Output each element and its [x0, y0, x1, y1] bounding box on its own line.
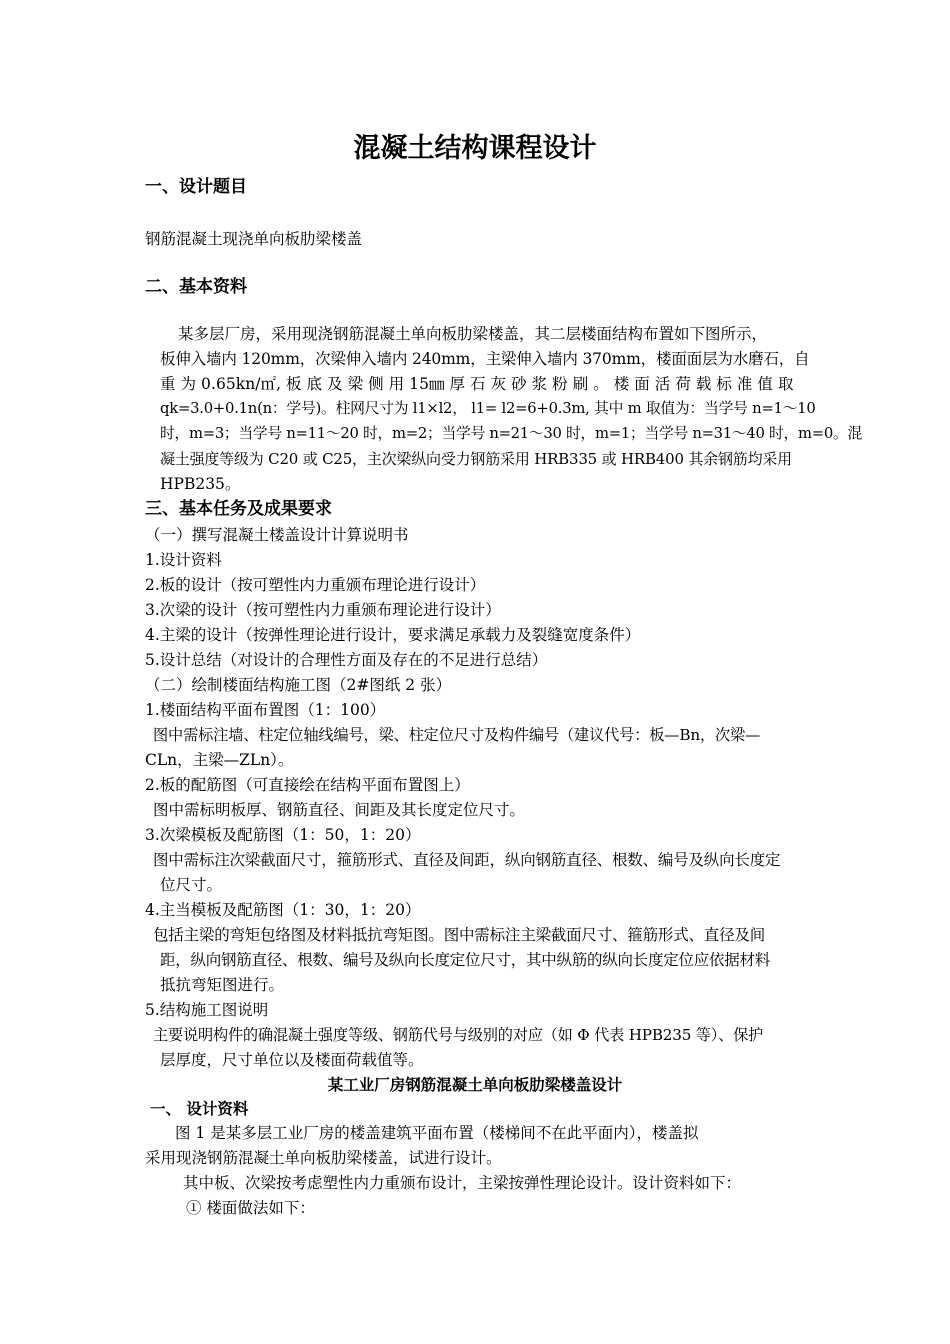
task-line: 4.主梁的设计（按弹性理论进行设计，要求满足承载力及裂缝宽度条件）: [145, 626, 641, 644]
section-2-line: 某多层厂房，采用现浇钢筋混凝土单向板肋梁楼盖，其二层楼面结构布置如下图所示，: [178, 325, 768, 343]
task-line: 图中需标注墙、柱定位轴线编号，梁、柱定位尺寸及构件编号（建议代号：板—Bn，次梁—: [153, 726, 761, 744]
task-line: 抵抗弯矩图进行。: [160, 976, 285, 994]
task-line: 主要说明构件的确混凝土强度等级、钢筋代号与级别的对应（如 Φ 代表 HPB235 等）、保护: [153, 1026, 764, 1044]
section-2-line: 凝土强度等级为 C20 或 C25，主次梁纵向受力钢筋采用 HRB335 或 HRB400 其余钢筋均采用: [160, 450, 792, 468]
task-line: 2.板的设计（按可塑性内力重颁布理论进行设计）: [145, 576, 486, 594]
section-2-line: HPB235。: [160, 475, 241, 493]
task-line: 2.板的配筋图（可直接绘在结构平面布置图上）: [145, 776, 470, 794]
task-line: 3.次梁模板及配筋图（1：50，1：20）: [145, 826, 421, 844]
section-1-text: 钢筋混凝土现浇单向板肋梁楼盖: [145, 230, 363, 248]
part-2-line: 采用现浇钢筋混凝土单向板肋梁楼盖，试进行设计。: [145, 1149, 502, 1167]
document-title: 混凝土结构课程设计: [353, 133, 597, 164]
part-2-heading: 一、 设计资料: [150, 1099, 249, 1118]
part-2-line: 图 1 是某多层工业厂房的楼盖建筑平面布置（楼梯间不在此平面内），楼盖拟: [175, 1124, 699, 1142]
task-line: （二）绘制楼面结构施工图（2#图纸 2 张）: [145, 676, 452, 694]
section-3-heading: 三、基本任务及成果要求: [145, 499, 332, 519]
task-line: 层厚度，尺寸单位以及楼面荷载值等。: [160, 1051, 424, 1069]
task-line: 图中需标注次梁截面尺寸，箍筋形式、直径及间距，纵向钢筋直径、根数、编号及纵向长度定: [153, 851, 781, 869]
task-line: （一）撰写混凝土楼盖设计计算说明书: [145, 526, 409, 544]
part-2-line: 其中板、次梁按考虑塑性内力重颁布设计，主梁按弹性理论设计。设计资料如下：: [183, 1174, 742, 1192]
task-line: 5.结构施工图说明: [145, 1001, 269, 1019]
task-line: 包括主梁的弯矩包络图及材料抵抗弯矩图。图中需标注主梁截面尺寸、箍筋形式、直径及间: [153, 926, 766, 944]
task-line: 4.主当模板及配筋图（1：30，1：20）: [145, 901, 421, 919]
task-line: 3.次梁的设计（按可塑性内力重颁布理论进行设计）: [145, 601, 501, 619]
section-2-heading: 二、基本资料: [145, 277, 247, 297]
section-2-line: 板伸入墙内 120mm，次梁伸入墙内 240mm，主梁伸入墙内 370mm，楼面面层为水磨石，自: [160, 350, 810, 368]
task-line: 距，纵向钢筋直径、根数、编号及纵向长度定位尺寸，其中纵筋的纵向长度定位应依据材料: [160, 951, 771, 969]
task-line: 位尺寸。: [160, 876, 223, 894]
section-2-line: qk=3.0+0.1n(n：学号)。柱网尺寸为 l1×l2， l1= l2=6+0.3m, 其中 m 取值为：当学号 n=1～10: [160, 400, 816, 417]
section-1-heading: 一、设计题目: [145, 177, 247, 197]
task-line: 5.设计总结（对设计的合理性方面及存在的不足进行总结）: [145, 651, 548, 669]
task-line: CLn，主梁—ZLn）。: [145, 751, 294, 769]
task-line: 1.设计资料: [145, 551, 222, 569]
task-line: 图中需标明板厚、钢筋直径、间距及其长度定位尺寸。: [153, 801, 526, 819]
task-line: 1.楼面结构平面布置图（1：100）: [145, 701, 386, 719]
part-2-title: 某工业厂房钢筋混凝土单向板肋梁楼盖设计: [327, 1075, 623, 1094]
section-2-line: 时，m=3；当学号 n=11～20 时，m=2；当学号 n=21～30 时，m=1；当学号 n=31～40 时，m=0。混: [160, 425, 862, 442]
part-2-line: ① 楼面做法如下：: [186, 1199, 315, 1217]
section-2-line: 重 为 0.65kn/㎡, 板 底 及 梁 侧 用 15㎜ 厚 石 灰 砂 浆 粉 刷 。 楼 面 活 荷 载 标 准 值 取: [160, 375, 794, 393]
